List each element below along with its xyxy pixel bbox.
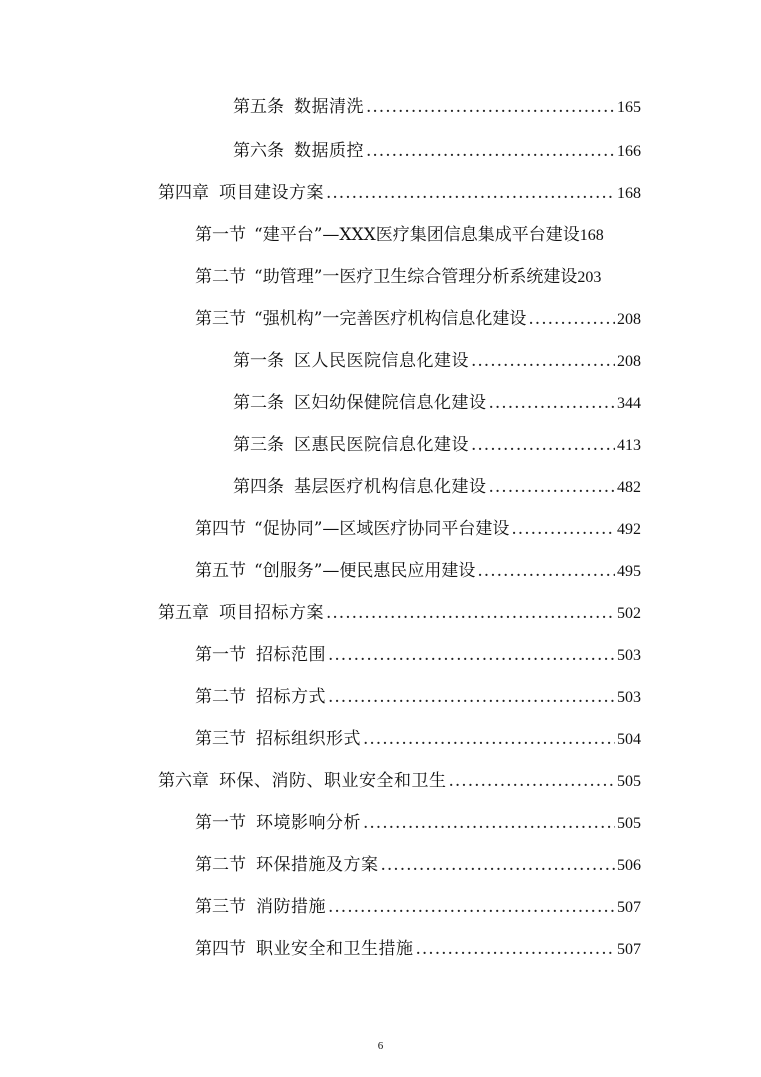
toc-leader-dots — [489, 472, 616, 502]
toc-entry-page: 208 — [617, 311, 641, 328]
toc-entry[interactable] — [233, 92, 641, 122]
toc-entry-title: “创服务”—便民惠民应用建设 — [254, 561, 476, 581]
toc-entry-title: 基层医疗机构信息化建设 — [294, 477, 487, 497]
toc-entry-page: 203 — [577, 269, 602, 286]
toc-leader-dots — [471, 346, 615, 376]
toc-entry-page: 502 — [617, 605, 641, 622]
toc-entry-page: 503 — [617, 689, 641, 706]
toc-entry-title: 招标方式 — [256, 687, 326, 707]
toc-entry-title: 环保、消防、职业安全和卫生 — [219, 771, 447, 791]
toc-entry-page: 504 — [617, 731, 641, 748]
toc-entry[interactable] — [195, 220, 647, 250]
toc-leader-dots — [416, 934, 616, 964]
toc-entry[interactable] — [233, 388, 641, 418]
toc-entry-page: 495 — [617, 563, 641, 580]
toc-leader-dots — [528, 304, 615, 334]
toc-entry-page: 492 — [617, 521, 641, 538]
toc-leader-dots — [471, 430, 615, 460]
toc-entry-page: 506 — [617, 857, 641, 874]
toc-leader-dots — [381, 850, 616, 880]
toc-entry-page: 503 — [617, 647, 641, 664]
toc-entry[interactable] — [158, 766, 641, 796]
toc-leader-dots — [449, 766, 616, 796]
toc-entry-number: 第三节 — [195, 897, 246, 917]
toc-entry-title: 区惠民医院信息化建设 — [294, 435, 469, 455]
toc-entry[interactable] — [233, 430, 641, 460]
toc-entry-number: 第一条 — [233, 351, 284, 371]
toc-entry-page: 505 — [617, 773, 641, 790]
toc-entry-number: 第五章 — [158, 603, 209, 623]
toc-entry-number: 第三节 — [195, 729, 246, 749]
toc-entry[interactable] — [195, 850, 641, 880]
toc-entry-number: 第一节 — [195, 645, 246, 665]
toc-entry-number: 第四节 — [195, 939, 246, 959]
toc-entry-page: 413 — [617, 437, 641, 454]
toc-entry-number: 第四节 — [195, 519, 246, 539]
toc-leader-dots — [489, 388, 616, 418]
toc-entry-number: 第三条 — [233, 435, 284, 455]
toc-entry-number: 第六条 — [233, 141, 284, 161]
toc-leader-dots — [328, 682, 615, 712]
toc-entry-page: 344 — [617, 395, 641, 412]
toc-entry[interactable] — [195, 724, 641, 754]
toc-entry-number: 第二条 — [233, 393, 284, 413]
toc-leader-dots — [366, 92, 615, 122]
toc-entry[interactable] — [233, 136, 641, 166]
toc-entry[interactable] — [195, 808, 641, 838]
toc-entry-page: 168 — [579, 227, 604, 244]
toc-leader-dots — [366, 136, 615, 166]
toc-entry-title: 区人民医院信息化建设 — [294, 351, 469, 371]
toc-entry-number: 第三节 — [195, 309, 246, 329]
toc-entry-title: “促协同”—区域医疗协同平台建设 — [254, 519, 510, 539]
toc-leader-dots — [477, 556, 615, 586]
toc-entry-title: “强机构”一完善医疗机构信息化建设 — [254, 309, 527, 329]
toc-entry-page: 482 — [617, 479, 641, 496]
toc-entry[interactable] — [158, 178, 641, 208]
toc-leader-dots — [511, 514, 615, 544]
toc-entry-title: 招标组织形式 — [256, 729, 361, 749]
toc-entry[interactable] — [195, 262, 647, 292]
toc-entry[interactable] — [195, 514, 641, 544]
toc-entry-title: 数据质控 — [294, 141, 364, 161]
toc-leader-dots — [328, 640, 615, 670]
toc-entry-number: 第六章 — [158, 771, 209, 791]
toc-entry[interactable] — [195, 892, 641, 922]
toc-entry-title: 数据清洗 — [294, 97, 364, 117]
toc-entry-page: 507 — [617, 899, 641, 916]
toc-entry[interactable] — [158, 598, 641, 628]
toc-entry[interactable] — [195, 682, 641, 712]
toc-entry-number: 第四章 — [158, 183, 209, 203]
toc-entry-number: 第五条 — [233, 97, 284, 117]
toc-entry[interactable] — [233, 346, 641, 376]
toc-entry-title: 区妇幼保健院信息化建设 — [294, 393, 487, 413]
toc-entry-title: “助管理”一医疗卫生综合管理分析系统建设 — [254, 267, 578, 287]
toc-entry[interactable] — [233, 472, 641, 502]
toc-entry-page: 505 — [617, 815, 641, 832]
toc-entry-number: 第一节 — [195, 225, 246, 245]
toc-entry-title: 项目招标方案 — [219, 603, 324, 623]
toc-leader-dots — [328, 892, 615, 922]
toc-entry-number: 第二节 — [195, 267, 246, 287]
toc-entry-number: 第四条 — [233, 477, 284, 497]
toc-leader-dots — [363, 724, 615, 754]
toc-entry-page: 166 — [617, 143, 641, 160]
toc-entry-title: 环保措施及方案 — [256, 855, 379, 875]
toc-entry-title: “建平台”—XXX医疗集团信息集成平台建设 — [254, 225, 580, 245]
toc-entry[interactable] — [195, 556, 641, 586]
toc-entry-number: 第二节 — [195, 687, 246, 707]
toc-entry-number: 第一节 — [195, 813, 246, 833]
toc-entry[interactable] — [195, 640, 641, 670]
toc-entry[interactable] — [195, 304, 641, 334]
toc-entry-page: 165 — [617, 99, 641, 116]
toc-leader-dots — [326, 178, 615, 208]
toc-entry-page: 208 — [617, 353, 641, 370]
toc-entry-title: 招标范围 — [256, 645, 326, 665]
toc-leader-dots — [326, 598, 615, 628]
toc-entry-title: 消防措施 — [256, 897, 326, 917]
page-number: 6 — [377, 1040, 384, 1052]
toc-entry-title: 环境影响分析 — [256, 813, 361, 833]
toc-entry[interactable] — [195, 934, 641, 964]
toc-entry-title: 职业安全和卫生措施 — [256, 939, 414, 959]
toc-entry-number: 第二节 — [195, 855, 246, 875]
toc-entry-page: 168 — [617, 185, 641, 202]
toc-entry-number: 第五节 — [195, 561, 246, 581]
toc-leader-dots — [363, 808, 615, 838]
toc-entry-page: 507 — [617, 941, 641, 958]
toc-entry-title: 项目建设方案 — [219, 183, 324, 203]
